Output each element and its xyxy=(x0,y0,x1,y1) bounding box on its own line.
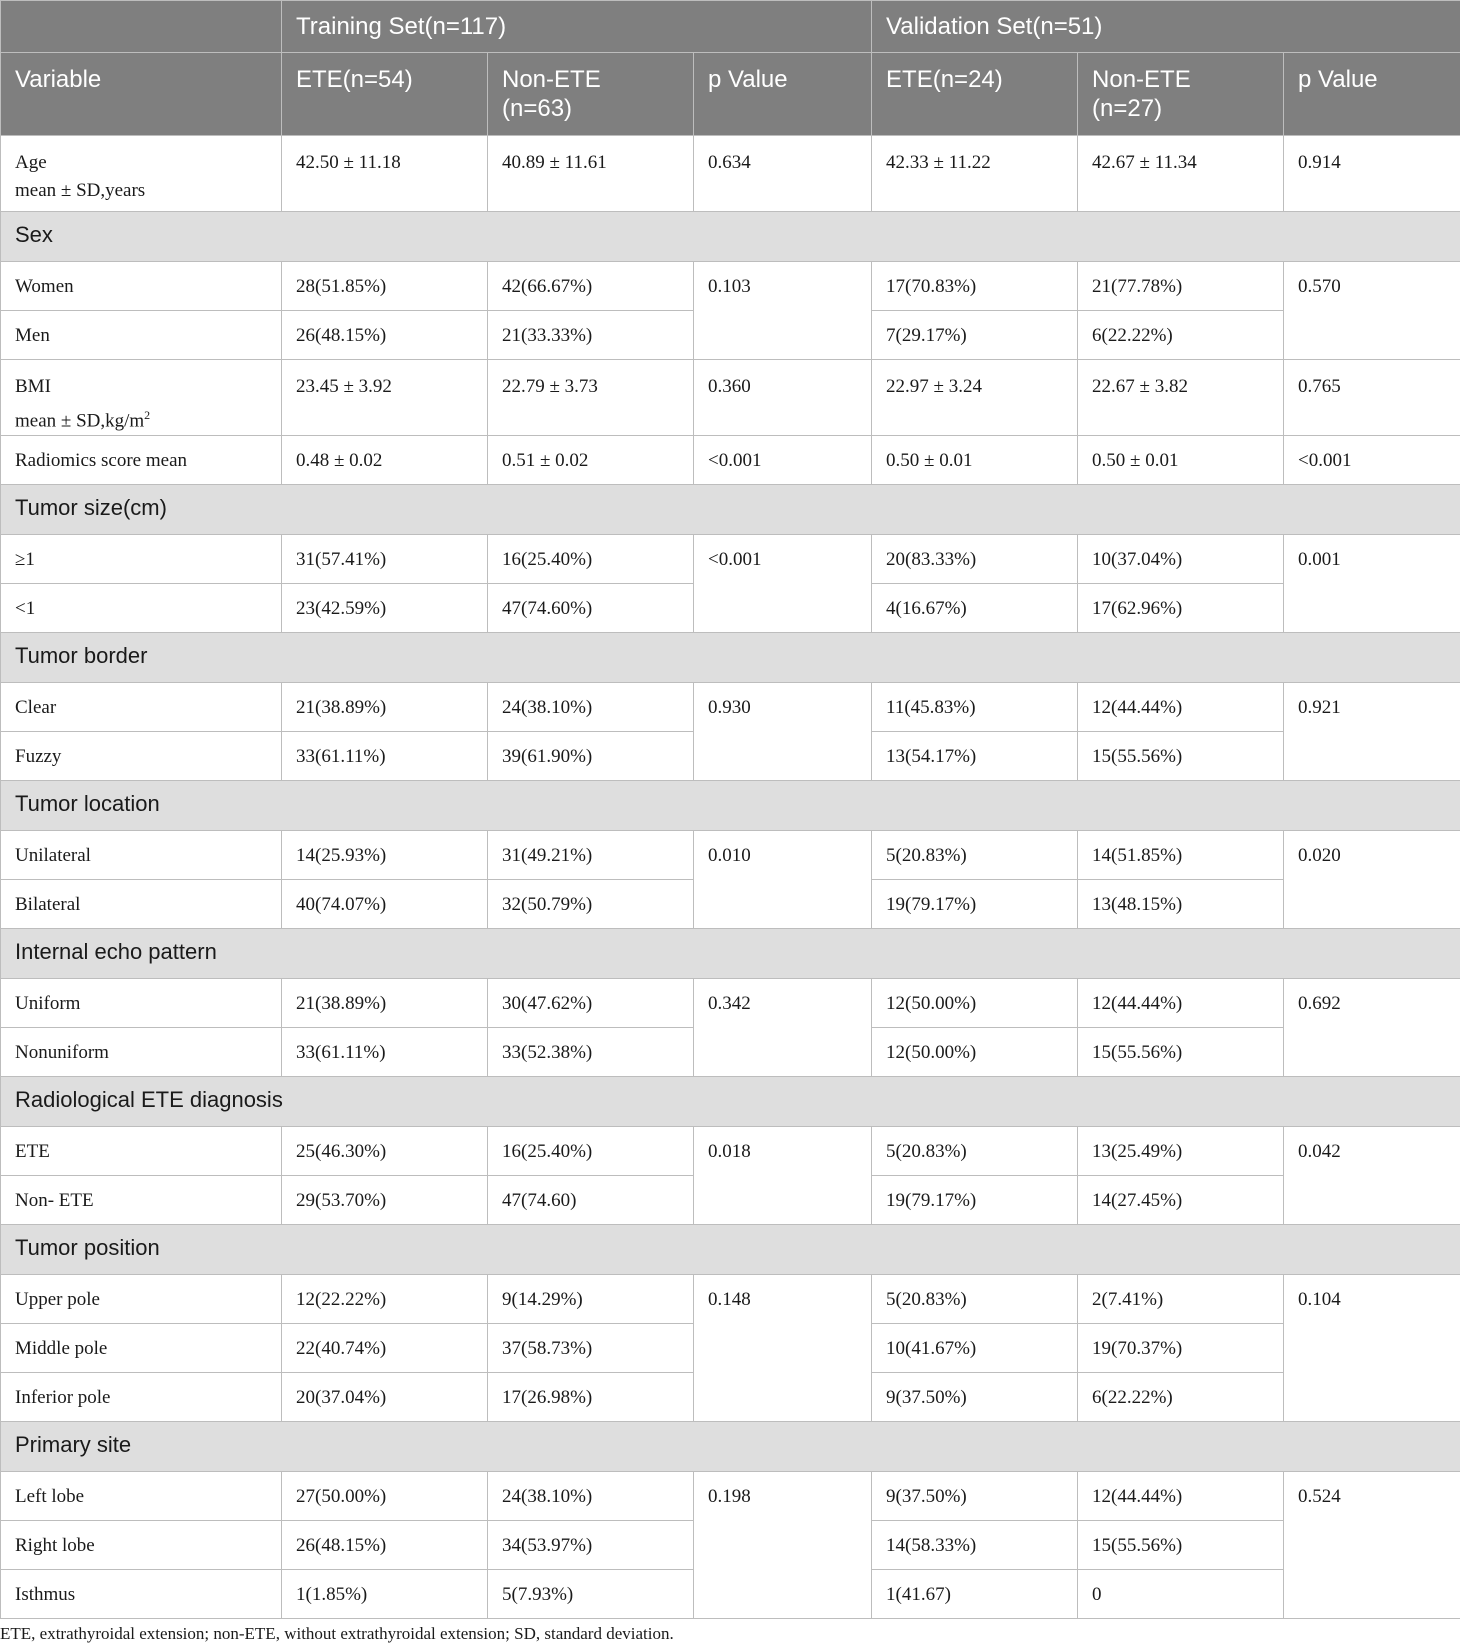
table-cell: 20(83.33%) xyxy=(872,535,1078,584)
table-cell: 14(25.93%) xyxy=(282,831,488,880)
table-cell: 13(48.15%) xyxy=(1078,880,1284,929)
header-val-ete: ETE(n=24) xyxy=(872,53,1078,136)
header-train-ete: ETE(n=54) xyxy=(282,53,488,136)
table-cell: 21(77.78%) xyxy=(1078,262,1284,311)
p-value-cell: 0.018 xyxy=(694,1127,872,1225)
table-cell: 26(48.15%) xyxy=(282,1521,488,1570)
table-cell: 24(38.10%) xyxy=(488,683,694,732)
p-value-cell: 0.001 xyxy=(1284,535,1460,633)
p-value-cell: 0.020 xyxy=(1284,831,1460,929)
section-header-row xyxy=(1,1225,1460,1275)
row-label: Nonuniform xyxy=(1,1028,282,1077)
table-cell: 31(57.41%) xyxy=(282,535,488,584)
section-title: Primary site xyxy=(1,1422,1460,1472)
table-row xyxy=(1,979,1460,1028)
table-cell: 47(74.60) xyxy=(488,1176,694,1225)
p-value-cell: 0.524 xyxy=(1284,1472,1460,1619)
table-cell: 42.50 ± 11.18 xyxy=(282,136,488,212)
p-value-cell: 0.010 xyxy=(694,831,872,929)
section-header-row xyxy=(1,212,1460,262)
table-cell: 17(70.83%) xyxy=(872,262,1078,311)
table-cell: 0.48 ± 0.02 xyxy=(282,436,488,485)
radiomics-label: Radiomics score mean xyxy=(1,436,282,485)
row-label: Bilateral xyxy=(1,880,282,929)
table-cell: 6(22.22%) xyxy=(1078,1373,1284,1422)
row-label: Unilateral xyxy=(1,831,282,880)
table-cell: 1(41.67) xyxy=(872,1570,1078,1619)
section-title: Tumor border xyxy=(1,633,1460,683)
table-cell: 0.360 xyxy=(694,360,872,436)
p-value-cell: 0.930 xyxy=(694,683,872,781)
header-val-non-ete-line1: Non-ETE xyxy=(1092,66,1191,93)
table-cell: 19(79.17%) xyxy=(872,880,1078,929)
section-title: Tumor size(cm) xyxy=(1,485,1460,535)
table-cell: 30(47.62%) xyxy=(488,979,694,1028)
p-value-cell: 0.692 xyxy=(1284,979,1460,1077)
table-body xyxy=(1,136,1460,1619)
table-cell: 15(55.56%) xyxy=(1078,732,1284,781)
table-cell: 12(44.44%) xyxy=(1078,1472,1284,1521)
table-cell: 5(20.83%) xyxy=(872,1127,1078,1176)
table-cell: 9(37.50%) xyxy=(872,1472,1078,1521)
header-train-p-value: p Value xyxy=(694,53,872,136)
table-cell: 15(55.56%) xyxy=(1078,1028,1284,1077)
header-val-non-ete-line2: (n=27) xyxy=(1092,95,1163,122)
row-label: Upper pole xyxy=(1,1275,282,1324)
table-cell: 13(54.17%) xyxy=(872,732,1078,781)
header-empty-cell xyxy=(1,1,282,53)
section-header-row xyxy=(1,1422,1460,1472)
table-cell: 33(61.11%) xyxy=(282,732,488,781)
table-row-radiomics xyxy=(1,436,1460,485)
table-footnote: ETE, extrathyroidal extension; non-ETE, without extrathyroidal extension; SD, standard deviation. xyxy=(0,1624,674,1643)
table-cell: 12(50.00%) xyxy=(872,1028,1078,1077)
section-title: Sex xyxy=(1,212,1460,262)
table-cell: 12(22.22%) xyxy=(282,1275,488,1324)
row-label: Left lobe xyxy=(1,1472,282,1521)
table-cell: 13(25.49%) xyxy=(1078,1127,1284,1176)
table-cell: 33(52.38%) xyxy=(488,1028,694,1077)
table-row xyxy=(1,831,1460,880)
table-cell: 20(37.04%) xyxy=(282,1373,488,1422)
table-cell: 11(45.83%) xyxy=(872,683,1078,732)
row-label: Isthmus xyxy=(1,1570,282,1619)
row-label: Middle pole xyxy=(1,1324,282,1373)
table-row xyxy=(1,1472,1460,1521)
header-variable: Variable xyxy=(1,53,282,136)
table-cell: <0.001 xyxy=(694,436,872,485)
header-train-non-ete-line2: (n=63) xyxy=(502,95,573,122)
table-cell: 7(29.17%) xyxy=(872,311,1078,360)
table-row-bmi xyxy=(1,360,1460,436)
section-header-row xyxy=(1,485,1460,535)
table-cell: 21(38.89%) xyxy=(282,979,488,1028)
bmi-superscript: 2 xyxy=(144,408,151,422)
section-header-row xyxy=(1,781,1460,831)
table-row-age xyxy=(1,136,1460,212)
p-value-cell: 0.042 xyxy=(1284,1127,1460,1225)
table-cell: 5(20.83%) xyxy=(872,1275,1078,1324)
table-cell: 31(49.21%) xyxy=(488,831,694,880)
header-train-non-ete xyxy=(488,53,694,136)
table-cell: 2(7.41%) xyxy=(1078,1275,1284,1324)
table-row xyxy=(1,262,1460,311)
table-cell: 0 xyxy=(1078,1570,1284,1619)
age-label-cell xyxy=(1,136,282,212)
section-title: Tumor position xyxy=(1,1225,1460,1275)
table-cell: 0.51 ± 0.02 xyxy=(488,436,694,485)
table-cell: 21(33.33%) xyxy=(488,311,694,360)
table-cell: 23.45 ± 3.92 xyxy=(282,360,488,436)
table-cell: 9(37.50%) xyxy=(872,1373,1078,1422)
bmi-label: BMI xyxy=(15,376,51,397)
table-cell: 32(50.79%) xyxy=(488,880,694,929)
row-label: ≥1 xyxy=(1,535,282,584)
table-cell: 0.634 xyxy=(694,136,872,212)
table-cell: 23(42.59%) xyxy=(282,584,488,633)
table-cell: 33(61.11%) xyxy=(282,1028,488,1077)
table-cell: 21(38.89%) xyxy=(282,683,488,732)
table-cell: <0.001 xyxy=(1284,436,1460,485)
table-cell: 10(37.04%) xyxy=(1078,535,1284,584)
table-row xyxy=(1,683,1460,732)
row-label: <1 xyxy=(1,584,282,633)
table-cell: 29(53.70%) xyxy=(282,1176,488,1225)
table-header xyxy=(1,1,1460,136)
table-cell: 19(70.37%) xyxy=(1078,1324,1284,1373)
table-cell: 40.89 ± 11.61 xyxy=(488,136,694,212)
table-cell: 22.67 ± 3.82 xyxy=(1078,360,1284,436)
p-value-cell: <0.001 xyxy=(694,535,872,633)
section-title: Tumor location xyxy=(1,781,1460,831)
row-label: Men xyxy=(1,311,282,360)
bmi-label-cell xyxy=(1,360,282,436)
header-validation-set: Validation Set(n=51) xyxy=(872,1,1460,53)
table-cell: 42.33 ± 11.22 xyxy=(872,136,1078,212)
p-value-cell: 0.921 xyxy=(1284,683,1460,781)
table-cell: 14(27.45%) xyxy=(1078,1176,1284,1225)
age-label: Age xyxy=(15,152,47,173)
table-cell: 22(40.74%) xyxy=(282,1324,488,1373)
table-cell: 19(79.17%) xyxy=(872,1176,1078,1225)
header-training-set: Training Set(n=117) xyxy=(282,1,872,53)
table-cell: 10(41.67%) xyxy=(872,1324,1078,1373)
table-cell: 6(22.22%) xyxy=(1078,311,1284,360)
table-cell: 5(7.93%) xyxy=(488,1570,694,1619)
table-cell: 17(26.98%) xyxy=(488,1373,694,1422)
section-header-row xyxy=(1,929,1460,979)
table-cell: 12(44.44%) xyxy=(1078,979,1284,1028)
table-cell: 14(51.85%) xyxy=(1078,831,1284,880)
header-val-non-ete xyxy=(1078,53,1284,136)
table-cell: 0.914 xyxy=(1284,136,1460,212)
table-cell: 39(61.90%) xyxy=(488,732,694,781)
table-cell: 27(50.00%) xyxy=(282,1472,488,1521)
row-label: Fuzzy xyxy=(1,732,282,781)
section-header-row xyxy=(1,1077,1460,1127)
row-label: ETE xyxy=(1,1127,282,1176)
age-sublabel: mean ± SD,years xyxy=(15,180,146,201)
table-cell: 5(20.83%) xyxy=(872,831,1078,880)
table-cell: 42.67 ± 11.34 xyxy=(1078,136,1284,212)
table-cell: 15(55.56%) xyxy=(1078,1521,1284,1570)
table-cell: 25(46.30%) xyxy=(282,1127,488,1176)
p-value-cell: 0.198 xyxy=(694,1472,872,1619)
row-label: Women xyxy=(1,262,282,311)
table-cell: 16(25.40%) xyxy=(488,1127,694,1176)
table-cell: 37(58.73%) xyxy=(488,1324,694,1373)
table-row xyxy=(1,535,1460,584)
section-title: Radiological ETE diagnosis xyxy=(1,1077,1460,1127)
header-val-p-value: p Value xyxy=(1284,53,1460,136)
section-title: Internal echo pattern xyxy=(1,929,1460,979)
table-cell: 42(66.67%) xyxy=(488,262,694,311)
p-value-cell: 0.342 xyxy=(694,979,872,1077)
p-value-cell: 0.103 xyxy=(694,262,872,360)
row-label: Right lobe xyxy=(1,1521,282,1570)
table-cell: 12(50.00%) xyxy=(872,979,1078,1028)
table-cell: 22.79 ± 3.73 xyxy=(488,360,694,436)
table-cell: 26(48.15%) xyxy=(282,311,488,360)
p-value-cell: 0.148 xyxy=(694,1275,872,1422)
table-cell: 24(38.10%) xyxy=(488,1472,694,1521)
p-value-cell: 0.104 xyxy=(1284,1275,1460,1422)
table-cell: 1(1.85%) xyxy=(282,1570,488,1619)
row-label: Uniform xyxy=(1,979,282,1028)
table-cell: 12(44.44%) xyxy=(1078,683,1284,732)
table-cell: 17(62.96%) xyxy=(1078,584,1284,633)
table-cell: 9(14.29%) xyxy=(488,1275,694,1324)
table-cell: 16(25.40%) xyxy=(488,535,694,584)
table-cell: 0.765 xyxy=(1284,360,1460,436)
row-label: Inferior pole xyxy=(1,1373,282,1422)
table-row xyxy=(1,1127,1460,1176)
table-cell: 40(74.07%) xyxy=(282,880,488,929)
row-label: Non- ETE xyxy=(1,1176,282,1225)
section-header-row xyxy=(1,633,1460,683)
p-value-cell: 0.570 xyxy=(1284,262,1460,360)
bmi-sublabel: mean ± SD,kg/m xyxy=(15,410,145,432)
table-cell: 22.97 ± 3.24 xyxy=(872,360,1078,436)
header-train-non-ete-line1: Non-ETE xyxy=(502,66,601,93)
row-label: Clear xyxy=(1,683,282,732)
table-cell: 0.50 ± 0.01 xyxy=(872,436,1078,485)
table-cell: 4(16.67%) xyxy=(872,584,1078,633)
table-cell: 0.50 ± 0.01 xyxy=(1078,436,1284,485)
table-cell: 14(58.33%) xyxy=(872,1521,1078,1570)
table-cell: 47(74.60%) xyxy=(488,584,694,633)
table-row xyxy=(1,1275,1460,1324)
table-cell: 28(51.85%) xyxy=(282,262,488,311)
table-cell: 34(53.97%) xyxy=(488,1521,694,1570)
